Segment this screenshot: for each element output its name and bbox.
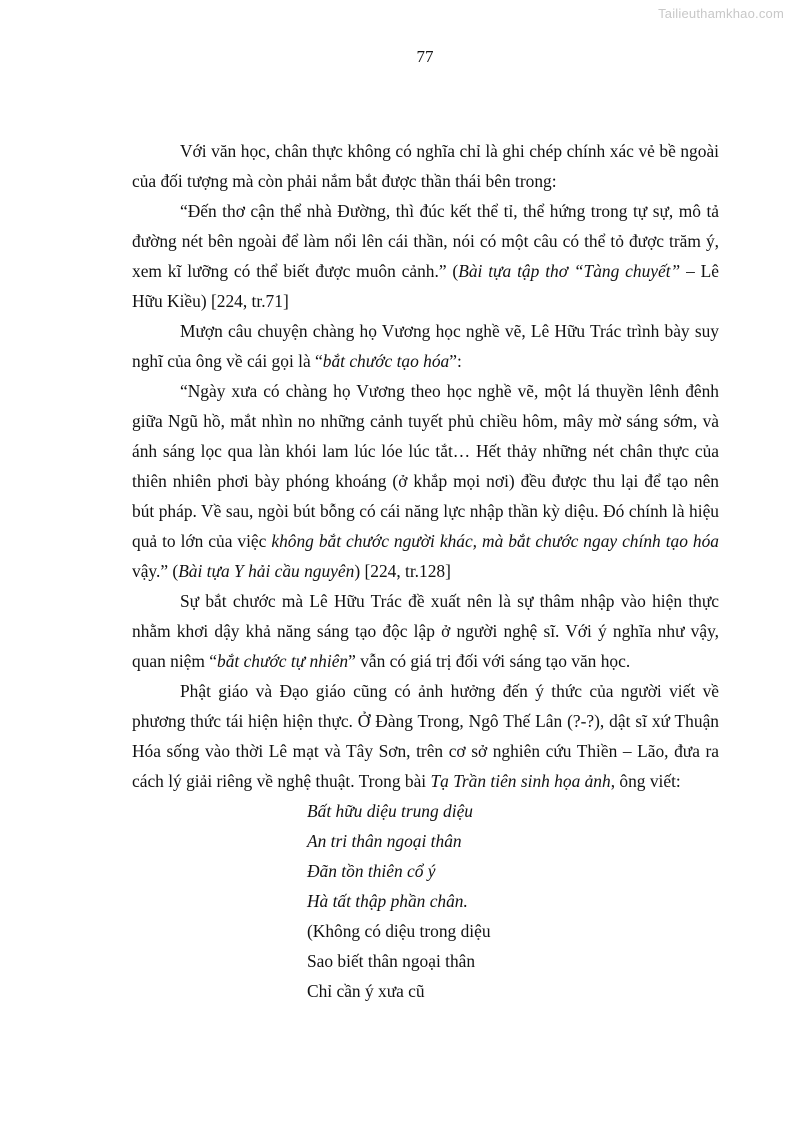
quote-paragraph <box>132 196 719 316</box>
poem-line: Bất hữu diệu trung diệu <box>307 801 473 821</box>
poem-translation <box>132 916 719 1006</box>
poem-line: Đãn tồn thiên cổ ý <box>307 861 436 881</box>
text-span: “Đến thơ cận thể nhà Đường, thì đúc kết thể tỉ, thể hứng trong tự sự, mô tả đường nét bên ngoài để làm nổi lên cái thần, nói có một câu có thể tỏ được trăm ý, xem kĩ lưỡng có thể biết được muôn cảnh.” ( <box>132 201 719 281</box>
document-body <box>132 136 719 1006</box>
text-span: Phật giáo và Đạo giáo cũng có ảnh hưởng đến ý thức của người viết về phương thức tái hiện hiện thực. Ở Đàng Trong, Ngô Thế Lân (?-?), dật sĩ xứ Thuận Hóa sống vào thời Lê mạt và Tây Sơn, trên cơ sở nghiên cứu Thiền – Lão, đưa ra cách lý giải riêng về nghệ thuật. Trong bài <box>132 681 719 791</box>
text-span: vậy.” ( <box>132 561 179 581</box>
italic-title: Bài tựa Y hải cầu nguyên <box>178 561 355 581</box>
poem-line: Sao biết thân ngoại thân <box>307 951 476 971</box>
poem-line: Chỉ cần ý xưa cũ <box>307 981 425 1001</box>
italic-term: bắt chước tự nhiên <box>217 651 349 671</box>
text-span: , ông viết: <box>610 771 681 791</box>
text-span: ) [224, tr.128] <box>354 561 451 581</box>
watermark: Tailieuthamkhao.com <box>658 6 784 21</box>
paragraph <box>132 586 719 676</box>
text-span: – Lê Hữu Kiều) [224, tr.71] <box>132 261 719 311</box>
italic-title: Tạ Trần tiên sinh họa ảnh <box>430 771 611 791</box>
poem-line: (Không có diệu trong diệu <box>307 921 491 941</box>
text-span: Mượn câu chuyện chàng họ Vương học nghề vẽ, Lê Hữu Trác trình bày suy nghĩ của ông về cái gọi là “ <box>132 321 719 371</box>
poem-line: Hà tất thập phần chân. <box>307 891 468 911</box>
poem-original <box>132 796 719 916</box>
page-number: 77 <box>416 47 434 66</box>
paragraph <box>132 136 719 196</box>
text-span: Với văn học, chân thực không có nghĩa chỉ là ghi chép chính xác vẻ bề ngoài của đối tượng mà còn phải nắm bắt được thần thái bên trong: <box>132 141 719 191</box>
poem-line: An tri thân ngoại thân <box>307 831 462 851</box>
quote-paragraph <box>132 376 719 586</box>
italic-term: bắt chước tạo hóa <box>322 351 450 371</box>
text-span: Sự bắt chước mà Lê Hữu Trác đề xuất nên là sự thâm nhập vào hiện thực nhằm khơi dậy khả năng sáng tạo độc lập ở người nghệ sĩ. Với ý nghĩa như vậy, quan niệm “ <box>132 591 719 671</box>
text-span: ”: <box>449 351 462 371</box>
italic-emphasis: không bắt chước người khác, mà bắt chước ngay chính tạo hóa <box>271 531 719 551</box>
italic-title: Bài tựa tập thơ “Tàng chuyết” <box>458 261 681 281</box>
text-span: ” vẫn có giá trị đối với sáng tạo văn học. <box>348 651 631 671</box>
paragraph <box>132 676 719 796</box>
text-span: “Ngày xưa có chàng họ Vương theo học nghề vẽ, một lá thuyền lênh đênh giữa Ngũ hồ, mắt nhìn no những cảnh tuyết phủ chiều hôm, mây mờ sáng sớm, và ánh sáng lọc qua làn khói lam lúc lóe lúc tắt… Hết thảy những nét chân thực của thiên nhiên phơi bày phóng khoáng (ở khắp mọi nơi) đều được thu lại để tạo nên bút pháp. Về sau, ngòi bút bỗng có cái năng lực nhập thần kỳ diệu. Đó chính là hiệu quả to lớn của việc <box>132 381 719 551</box>
paragraph <box>132 316 719 376</box>
